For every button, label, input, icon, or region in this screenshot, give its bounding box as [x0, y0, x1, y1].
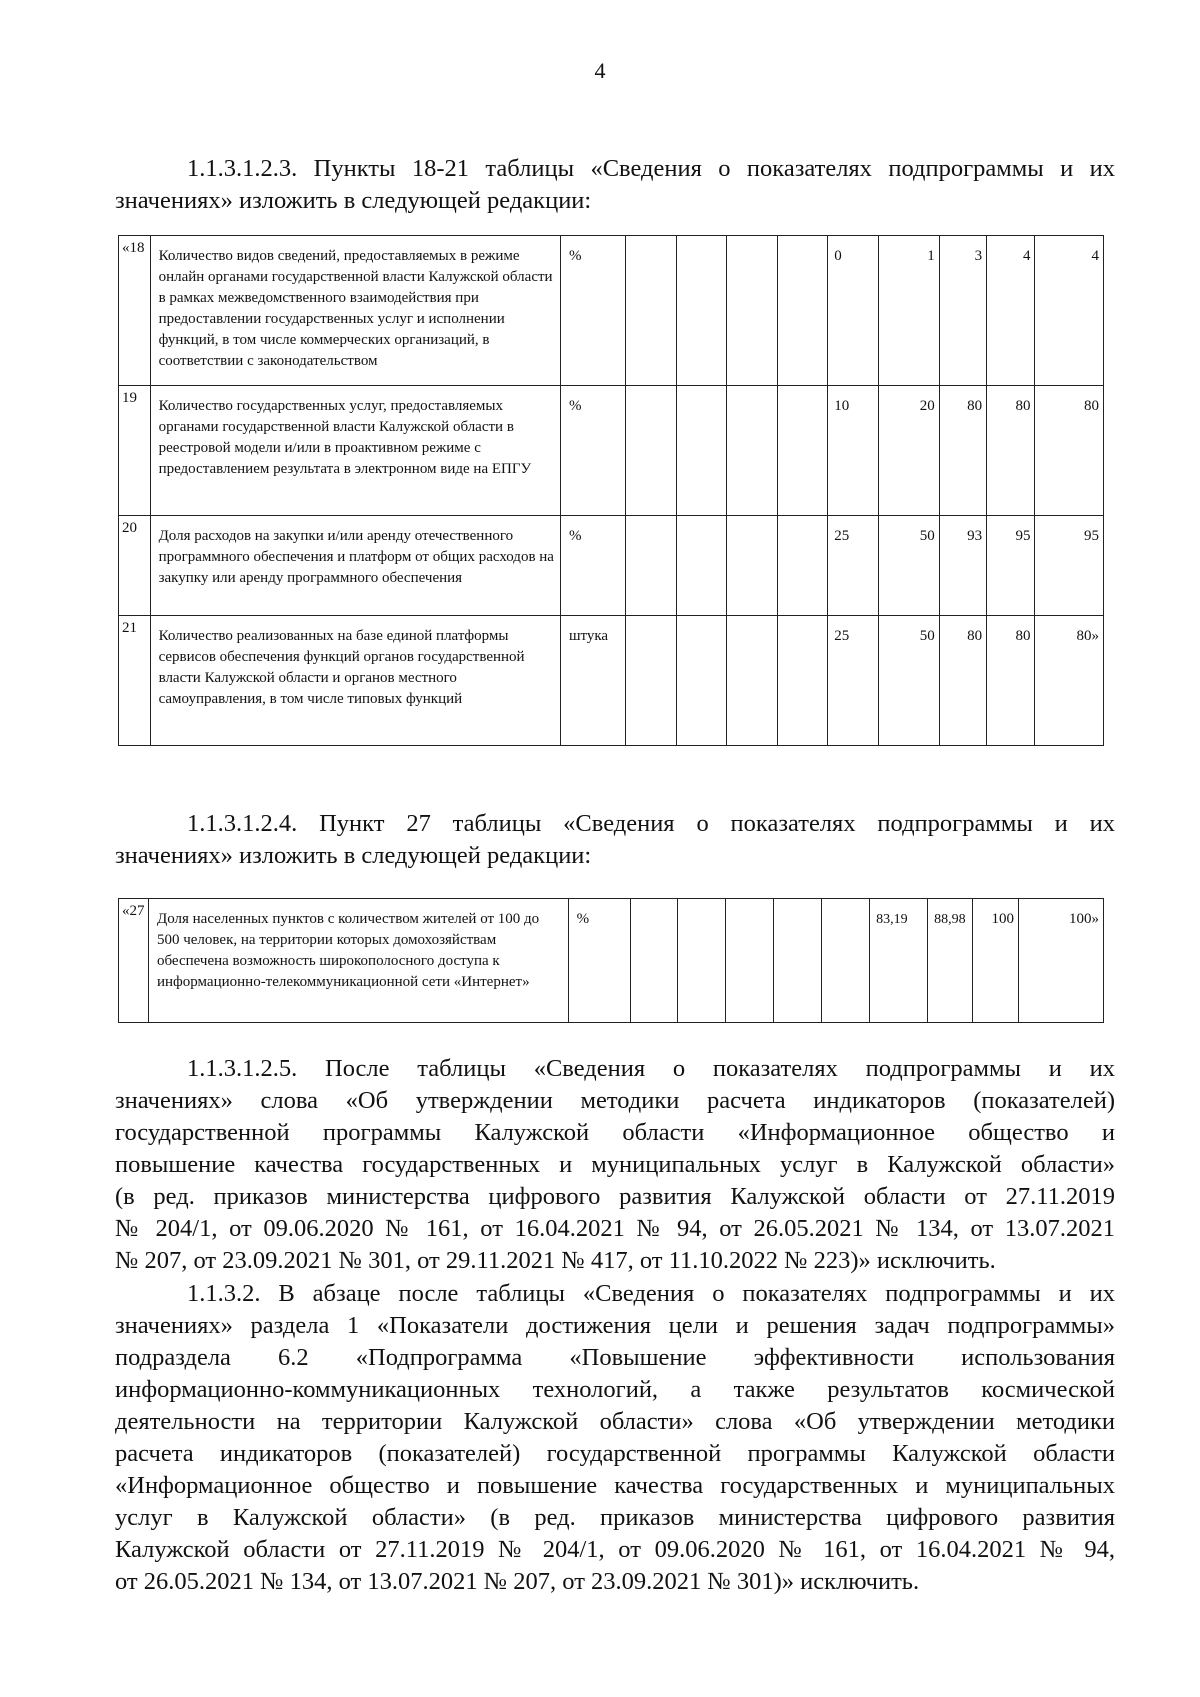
table-row: [119, 899, 1104, 1023]
row-number: 20: [119, 516, 151, 616]
paragraph-line: информационно-коммуникационных технологий, а также результатов космической: [115, 1376, 1115, 1403]
empty-cell: [777, 616, 828, 746]
row-number: 21: [119, 616, 151, 746]
value-cell: 80: [939, 386, 986, 516]
value-cell: 25: [828, 516, 879, 616]
value-cell: 80: [987, 616, 1035, 746]
value-cell: 4: [1035, 236, 1104, 386]
empty-cell: [676, 386, 727, 516]
unit-cell: %: [560, 236, 625, 386]
value-cell: 1: [878, 236, 939, 386]
paragraph-1-1-3-1-2-4: [115, 808, 1115, 872]
unit-cell: %: [568, 899, 630, 1023]
paragraph-line: значениях» раздела 1 «Показатели достижения цели и решения задач подпрограммы»: [115, 1312, 1115, 1339]
paragraph-line: от 26.05.2021 № 134, от 13.07.2021 № 207, от 23.09.2021 № 301)» исключить.: [115, 1568, 920, 1595]
value-cell: 80: [939, 616, 986, 746]
unit-cell: %: [560, 386, 625, 516]
value-cell: 3: [939, 236, 986, 386]
table-row: [119, 616, 1104, 746]
paragraph-line: значениях» слова «Об утверждении методики расчета индикаторов (показателей): [115, 1087, 1115, 1114]
paragraph-line: повышение качества государственных и муниципальных услуг в Калужской области»: [115, 1151, 1115, 1178]
paragraph-line: значениях» изложить в следующей редакции:: [115, 187, 592, 214]
paragraph-line: 1.1.3.1.2.4. Пункт 27 таблицы «Сведения о показателях подпрограммы и их: [187, 810, 1115, 837]
value-cell: 100: [973, 899, 1019, 1023]
indicator-description: Доля населенных пунктов с количеством жителей от 100 до 500 человек, на территории которых домохозяйствам обеспечена возможность широкополосного доступа к информационно-телекоммуникационной сети «Интернет»: [148, 899, 568, 1023]
value-cell: 93: [939, 516, 986, 616]
paragraph-line: деятельности на территории Калужской области» слова «Об утверждении методики: [115, 1408, 1115, 1435]
paragraph-line: № 204/1, от 09.06.2020 № 161, от 16.04.2021 № 94, от 26.05.2021 № 134, от 13.07.2021: [115, 1215, 1115, 1242]
empty-cell: [676, 616, 727, 746]
empty-cell: [777, 386, 828, 516]
paragraph-1-1-3-1-2-5: [115, 1053, 1115, 1277]
paragraph-1-1-3-2: [115, 1278, 1115, 1598]
unit-cell: %: [560, 516, 625, 616]
value-cell: 100»: [1019, 899, 1104, 1023]
indicator-description: Доля расходов на закупки и/или аренду отечественного программного обеспечения и платформ от общих расходов на закупку или аренду программного обеспечения: [150, 516, 560, 616]
table-row: [119, 236, 1104, 386]
indicators-table-18-21: [118, 235, 1104, 746]
paragraph-line: № 207, от 23.09.2021 № 301, от 29.11.2021 № 417, от 11.10.2022 № 223)» исключить.: [115, 1247, 996, 1274]
row-number: 19: [119, 386, 151, 516]
empty-cell: [626, 616, 677, 746]
empty-cell: [822, 899, 870, 1023]
paragraph-line: государственной программы Калужской области «Информационное общество и: [115, 1119, 1115, 1146]
table-row: [119, 516, 1104, 616]
paragraph-line: 1.1.3.1.2.5. После таблицы «Сведения о показателях подпрограммы и их: [187, 1055, 1115, 1082]
paragraph-line: значениях» изложить в следующей редакции:: [115, 842, 592, 869]
row-number: «18: [119, 236, 151, 386]
empty-cell: [774, 899, 822, 1023]
value-cell: 95: [1035, 516, 1104, 616]
value-cell: 83,19: [870, 899, 928, 1023]
indicator-description: Количество государственных услуг, предоставляемых органами государственной власти Калужской области в реестровой модели и/или в проактивном режиме с предоставлением результата в электронном виде на ЕПГУ: [150, 386, 560, 516]
empty-cell: [678, 899, 726, 1023]
table-row: [119, 386, 1104, 516]
empty-cell: [727, 236, 778, 386]
value-cell: 25: [828, 616, 879, 746]
paragraph-line: 1.1.3.2. В абзаце после таблицы «Сведения о показателях подпрограммы и их: [187, 1280, 1115, 1307]
indicator-description: Количество реализованных на базе единой платформы сервисов обеспечения функций органов государственной власти Калужской области и органов местного самоуправления, в том числе типовых функций: [150, 616, 560, 746]
paragraph-line: услуг в Калужской области» (в ред. приказов министерства цифрового развития: [115, 1504, 1115, 1531]
value-cell: 80: [1035, 386, 1104, 516]
value-cell: 0: [828, 236, 879, 386]
empty-cell: [726, 899, 774, 1023]
page-number: 4: [594, 58, 606, 83]
value-cell: 50: [878, 616, 939, 746]
value-cell: 20: [878, 386, 939, 516]
value-cell: 95: [987, 516, 1035, 616]
paragraph-line: подраздела 6.2 «Подпрограмма «Повышение эффективности использования: [115, 1344, 1115, 1371]
paragraph-1-1-3-1-2-3: [115, 153, 1115, 217]
paragraph-line: (в ред. приказов министерства цифрового развития Калужской области от 27.11.2019: [115, 1183, 1115, 1210]
indicator-description: Количество видов сведений, предоставляемых в режиме онлайн органами государственной власти Калужской области в рамках межведомственного взаимодействия при предоставлении государственных услуг и исполнении функций, в том числе коммерческих организаций, в соответствии с законодательством: [150, 236, 560, 386]
empty-cell: [626, 386, 677, 516]
empty-cell: [626, 236, 677, 386]
value-cell: 10: [828, 386, 879, 516]
empty-cell: [630, 899, 678, 1023]
unit-cell: штука: [560, 616, 625, 746]
value-cell: 80»: [1035, 616, 1104, 746]
value-cell: 50: [878, 516, 939, 616]
empty-cell: [777, 236, 828, 386]
empty-cell: [626, 516, 677, 616]
empty-cell: [676, 516, 727, 616]
value-cell: 88,98: [928, 899, 973, 1023]
paragraph-line: Калужской области от 27.11.2019 № 204/1, от 09.06.2020 № 161, от 16.04.2021 № 94,: [115, 1536, 1115, 1563]
value-cell: 4: [987, 236, 1035, 386]
value-cell: 80: [987, 386, 1035, 516]
empty-cell: [727, 616, 778, 746]
empty-cell: [676, 236, 727, 386]
paragraph-line: расчета индикаторов (показателей) государственной программы Калужской области: [115, 1440, 1115, 1467]
row-number: «27: [119, 899, 149, 1023]
paragraph-line: 1.1.3.1.2.3. Пункты 18-21 таблицы «Сведения о показателях подпрограммы и их: [187, 155, 1115, 182]
empty-cell: [727, 516, 778, 616]
indicators-table-27: [118, 898, 1104, 1023]
empty-cell: [727, 386, 778, 516]
empty-cell: [777, 516, 828, 616]
paragraph-line: «Информационное общество и повышение качества государственных и муниципальных: [115, 1472, 1115, 1499]
